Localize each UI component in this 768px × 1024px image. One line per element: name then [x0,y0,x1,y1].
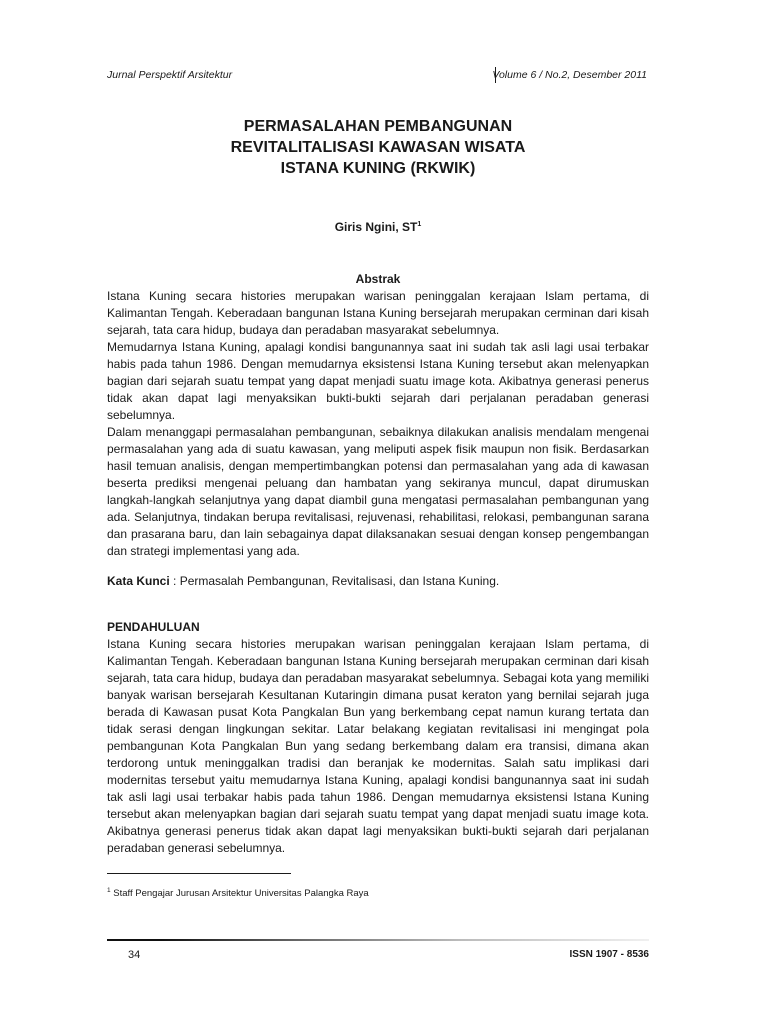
section-heading: PENDAHULUAN [107,620,200,634]
author-footnote-mark: 1 [417,221,422,228]
footer-rule [107,939,649,941]
paper-title [107,116,649,179]
abstract-paragraph: Istana Kuning secara histories merupakan warisan peninggalan kerajaan Islam pertama, di Kalimantan Tengah. Keberadaan bangunan Istana Kuning bersejarah merupakan cerminan dari kisah sejarah, tata cara hidup, budaya dan peradaban masyarakat sebelumnya. [107,289,649,337]
title-line: PERMASALAHAN PEMBANGUNAN [243,118,513,135]
volume-info: Volume 6 / No.2, Desember 2011 [492,69,647,81]
title-line: REVITALITALISASI KAWASAN WISATA [230,139,526,156]
author-name: Giris Ngini, ST [334,220,418,234]
author [107,220,649,234]
keywords-text: : Permasalah Pembangunan, Revitalisasi, dan Istana Kuning. [169,574,500,588]
page-number: 34 [128,949,141,961]
abstract-heading: Abstrak [355,272,401,286]
abstract-body [107,288,649,560]
abstract-paragraph: Memudarnya Istana Kuning, apalagi kondisi bangunannya saat ini sudah tak asli lagi usai terbakar habis pada tahun 1986. Dengan memudarnya eksistensi Istana Kuning tersebut akan melenyapkan bagian dari sejarah suatu tempat yang dapat menjadi suatu image kota. Akibatnya generasi penerus tidak akan dapat lagi menyaksikan bukti-bukti sejarah dari perjalanan peradaban generasi sebelumnya. [107,340,649,422]
keywords [107,573,649,590]
issn: ISSN 1907 - 8536 [569,949,649,960]
title-line: ISTANA KUNING (RKWIK) [280,160,476,177]
journal-name: Jurnal Perspektif Arsitektur [107,69,233,81]
footnote-text: Staff Pengajar Jurusan Arsitektur Universitas Palangka Raya [110,888,369,900]
footnote-rule [107,873,291,874]
abstract-paragraph: Dalam menanggapi permasalahan pembangunan, sebaiknya dilakukan analisis mendalam mengenai permasalahan yang ada di suatu kawasan, yang meliputi aspek fisik maupun non fisik. Berdasarkan hasil temuan analisis, dengan mempertimbangkan potensi dan permasalahan yang ada di kawasan beserta prediksi mengenai peluang dan hambatan yang sekiranya muncul, dapat dirumuskan langkah-langkah selanjutnya yang dapat diambil guna mengatasi permasalahan pembangunan yang ada. Selanjutnya, tindakan berupa revitalisasi, rejuvenasi, rehabilitasi, relokasi, pembangunan sarana dan prasarana baru, dan lain sebagainya dapat dilaksanakan sesuai dengan konsep pengembangan dan strategi implementasi yang ada. [107,425,649,558]
keywords-label: Kata Kunci [107,574,170,588]
intro-body [107,636,649,857]
footnote [107,887,369,899]
intro-paragraph: Istana Kuning secara histories merupakan warisan peninggalan kerajaan Islam pertama, di Kalimantan Tengah. Keberadaan bangunan Istana Kuning bersejarah merupakan cerminan dari kisah sejarah, tata cara hidup, budaya dan peradaban masyarakat sebelumnya. Sebagai kota yang memiliki banyak warisan bersejarah Kesultanan Kutaringin dimana pusat keraton yang bernilai sejarah juga berada di Kawasan pusat Kota Pangkalan Bun yang berkembang cepat namun kurang tertata dan tidak serasi dengan lingkungan sekitar. Latar belakang kegiatan revitalisasi ini mengingat pola pembangunan Kota Pangkalan Bun yang sedang berkembang dalam era transisi, dimana akan terdorong untuk meninggalkan tradisi dan beranjak ke modernitas. Salah satu implikasi dari modernitas tersebut yaitu memudarnya Istana Kuning, apalagi kondisi bangunannya saat ini sudah tak asli lagi usai terbakar habis pada tahun 1986. Dengan memudarnya eksistensi Istana Kuning tersebut akan melenyapkan bagian dari sejarah suatu tempat yang dapat menjadi suatu image kota. Akibatnya generasi penerus tidak akan dapat lagi menyaksikan bukti-bukti sejarah dari perjalanan peradaban generasi sebelumnya. [107,637,649,855]
footnote-mark: 1 [107,887,111,894]
